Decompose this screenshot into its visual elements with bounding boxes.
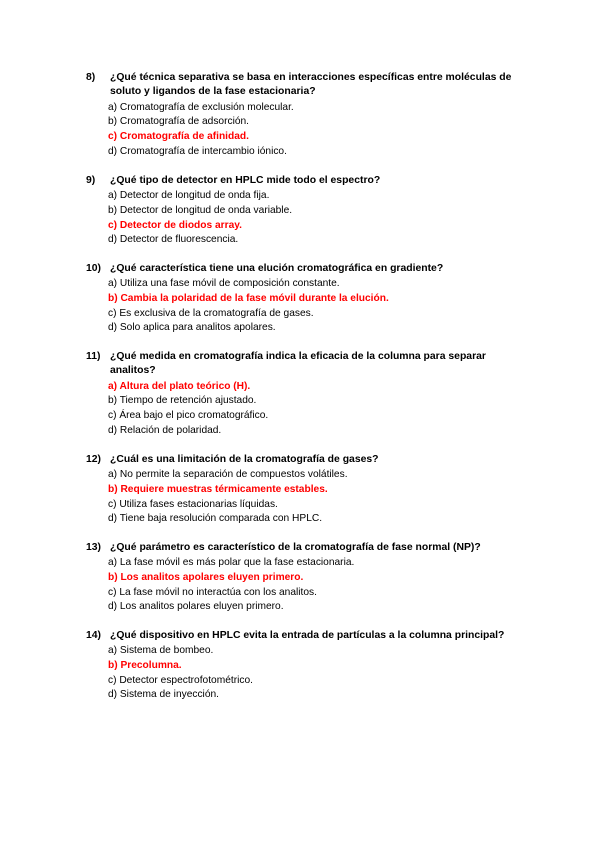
answer-option-c-correct: c) Cromatografía de afinidad. (108, 131, 249, 142)
answer-option-c: c) Utiliza fases estacionarias líquidas. (108, 498, 278, 510)
question-13 (86, 541, 526, 615)
answer-option-a: a) Detector de longitud de onda fija. (108, 190, 270, 202)
answer-option-a-correct: a) Altura del plato teórico (H). (108, 380, 251, 392)
answer-options (86, 101, 526, 159)
answer-option-a: a) La fase móvil es más polar que la fase estacionaria. (108, 557, 355, 569)
question-number: 12) (86, 454, 102, 465)
answer-option-b: b) Tiempo de retención ajustado. (108, 395, 257, 407)
question-text: ¿Qué medida en cromatografía indica la eficacia de la columna para separar analitos? (110, 351, 486, 377)
answer-option-b-correct: b) Precolumna. (108, 660, 182, 671)
question-text: ¿Qué dispositivo en HPLC evita la entrada de partículas a la columna principal? (110, 630, 505, 641)
question-number: 11) (86, 351, 101, 362)
answer-option-a: a) No permite la separación de compuestos volátiles. (108, 469, 348, 481)
answer-option-a: a) Cromatografía de exclusión molecular. (108, 101, 294, 113)
answer-option-c: c) Detector espectrofotométrico. (108, 674, 253, 686)
question-text: ¿Qué técnica separativa se basa en interacciones específicas entre moléculas de soluto y ligandos de la fase estacionaria? (110, 72, 512, 98)
answer-option-b: b) Detector de longitud de onda variable. (108, 205, 293, 216)
answer-option-a: a) Sistema de bombeo. (108, 645, 214, 657)
question-text: ¿Qué parámetro es característico de la cromatografía de fase normal (NP)? (110, 542, 481, 553)
question-text: ¿Qué característica tiene una elución cromatográfica en gradiente? (110, 263, 444, 274)
answer-option-c: c) La fase móvil no interactúa con los analitos. (108, 586, 317, 598)
answer-options (86, 556, 526, 614)
answer-options (86, 189, 526, 247)
answer-options (86, 644, 526, 702)
answer-options (86, 468, 526, 526)
answer-option-b-correct: b) Cambia la polaridad de la fase móvil durante la elución. (108, 293, 389, 304)
question-number: 8) (86, 72, 96, 83)
answer-option-c: c) Es exclusiva de la cromatografía de gases. (108, 307, 314, 319)
answer-option-b-correct: b) Los analitos apolares eluyen primero. (108, 572, 304, 583)
answer-option-a: a) Utiliza una fase móvil de composición constante. (108, 278, 340, 290)
answer-option-b: b) Cromatografía de adsorción. (108, 116, 249, 128)
question-number: 14) (86, 630, 102, 641)
question-9 (86, 174, 526, 248)
answer-option-d: d) Detector de fluorescencia. (108, 234, 239, 246)
question-11 (86, 350, 526, 438)
answer-options (86, 277, 526, 335)
question-number: 13) (86, 542, 102, 553)
answer-option-d: d) Cromatografía de intercambio iónico. (108, 145, 287, 157)
answer-option-d: d) Tiene baja resolución comparada con HPLC. (108, 513, 323, 525)
question-12 (86, 453, 526, 527)
answer-option-d: d) Los analitos polares eluyen primero. (108, 601, 284, 613)
question-10 (86, 262, 526, 336)
answer-options (86, 380, 526, 438)
question-number: 9) (86, 175, 96, 186)
answer-option-d: d) Solo aplica para analitos apolares. (108, 322, 276, 334)
answer-option-b-correct: b) Requiere muestras térmicamente estables. (108, 484, 328, 495)
question-text: ¿Qué tipo de detector en HPLC mide todo el espectro? (110, 175, 381, 186)
question-number: 10) (86, 263, 102, 274)
question-14 (86, 629, 526, 703)
question-8 (86, 71, 526, 159)
answer-option-d: d) Relación de polaridad. (108, 424, 222, 436)
answer-option-c-correct: c) Detector de diodos array. (108, 219, 242, 231)
question-text: ¿Cuál es una limitación de la cromatografía de gases? (110, 454, 379, 465)
answer-option-d: d) Sistema de inyección. (108, 689, 219, 701)
answer-option-c: c) Área bajo el pico cromatográfico. (108, 410, 269, 421)
